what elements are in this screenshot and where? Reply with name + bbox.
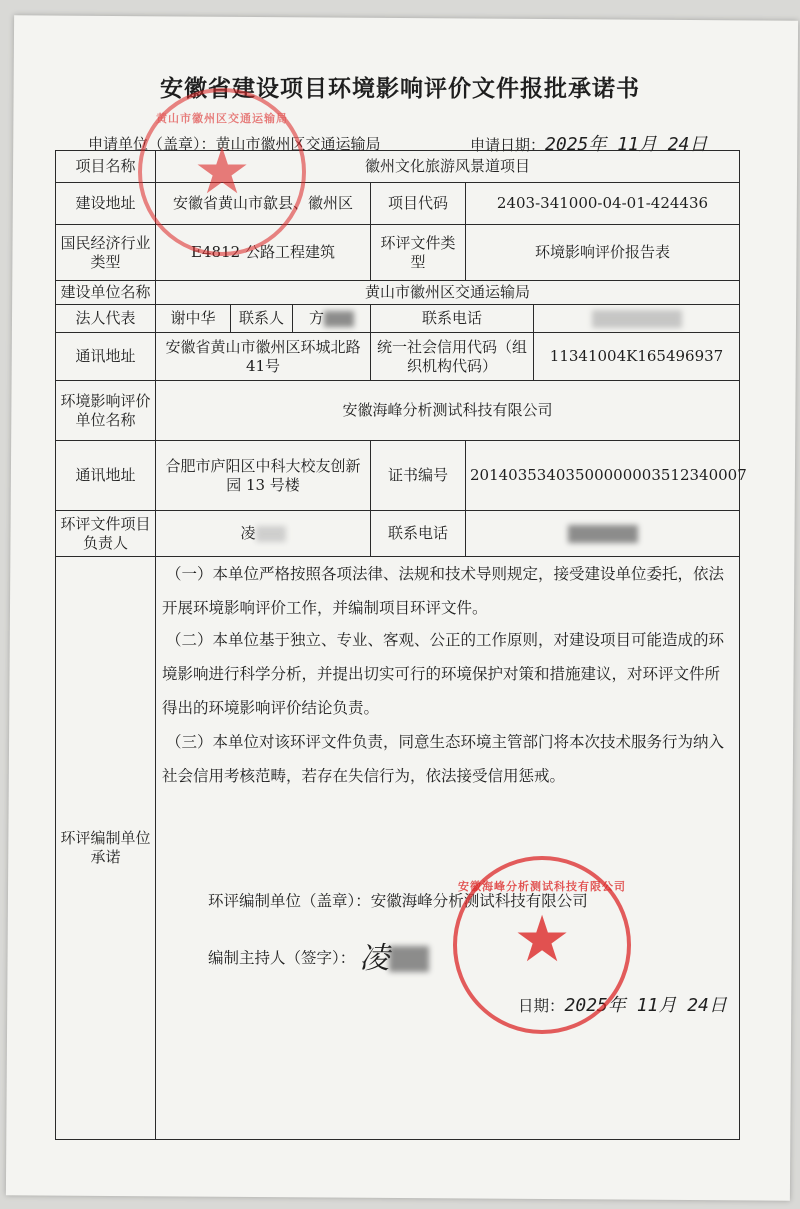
project-name-label: 项目名称: [56, 151, 156, 183]
sign-unit-label: 环评编制单位（盖章）：: [208, 892, 371, 910]
table-row: [56, 281, 740, 305]
address-label: 建设地址: [56, 183, 156, 225]
project-name-value: 徽州文化旅游风景道项目: [156, 151, 740, 183]
leader-phone-label: 联系电话: [371, 511, 466, 557]
credit-code-value: 11341004K165496937: [534, 333, 740, 381]
redaction-mark: [568, 525, 638, 543]
mail-address-value: 安徽省黄山市徽州区环城北路41号: [156, 333, 371, 381]
commit-date-value: 2025年 11月 24日: [564, 995, 727, 1016]
eia-unit-seal: [453, 856, 631, 1034]
leader-phone-cell: [466, 511, 740, 557]
eia-mail-value: 合肥市庐阳区中科大校友创新园 13 号楼: [156, 441, 371, 511]
application-date-label: 申请日期：: [470, 136, 546, 154]
applicant-seal: [138, 88, 306, 256]
seal-star-icon: ★: [193, 135, 251, 209]
commitment-paragraph-3: （三）本单位对该环评文件负责，同意生态环境主管部门将本次技术服务行为纳入社会信用考核范畴，若存在失信行为，依法接受信用惩戒。: [162, 733, 725, 785]
eia-unit-label: 环境影响评价单位名称: [56, 381, 156, 441]
project-code-value: 2403-341000-04-01-424436: [466, 183, 740, 225]
project-code-label: 项目代码: [371, 183, 466, 225]
eia-mail-label: 通讯地址: [56, 441, 156, 511]
eia-unit-value: 安徽海峰分析测试科技有限公司: [156, 381, 740, 441]
table-row: [56, 225, 740, 281]
commitment-body: [156, 557, 740, 1140]
table-row: [56, 381, 740, 441]
handwritten-signature: 凌: [359, 941, 390, 976]
commit-date-label: 日期：: [518, 997, 565, 1015]
cert-label: 证书编号: [371, 441, 466, 511]
doc-type-label: 环评文件类型: [371, 225, 466, 281]
commitment-form-table: [55, 150, 747, 1140]
doc-type-value: 环境影响评价报告表: [466, 225, 740, 281]
industry-label: 国民经济行业类型: [56, 225, 156, 281]
table-row: [56, 511, 740, 557]
document-title: 安徽省建设项目环境影响评价文件报批承诺书: [160, 76, 640, 102]
table-row: [56, 441, 740, 511]
phone-label: 联系电话: [371, 305, 534, 333]
seal-star-icon: ★: [513, 903, 571, 977]
host-line: [208, 940, 429, 978]
applicant-value: 黄山市徽州区交通运输局: [215, 135, 381, 153]
redaction-mark: [592, 310, 682, 328]
commitment-paragraph-1: （一）本单位严格按照各项法律、法规和技术导则规定，接受建设单位委托，依法开展环境影响评价工作，并编制项目环评文件。: [162, 565, 725, 617]
address-value: 安徽省黄山市歙县、徽州区: [156, 183, 371, 225]
credit-code-label: 统一社会信用代码（组织机构代码）: [371, 333, 534, 381]
applicant-label: 申请单位（盖章）：: [88, 135, 216, 153]
redaction-mark: [256, 526, 286, 542]
builder-value: 黄山市徽州区交通运输局: [156, 281, 740, 305]
legal-rep-value: 谢中华: [156, 305, 231, 333]
industry-value: E4812 公路工程建筑: [156, 225, 371, 281]
builder-label: 建设单位名称: [56, 281, 156, 305]
project-leader-value: 凌: [240, 524, 256, 543]
phone-cell: [534, 305, 740, 333]
sign-unit-value: 安徽海峰分析测试科技有限公司: [370, 892, 588, 910]
redaction-mark: [389, 946, 429, 972]
cert-value: 20140353403500000003512340007: [466, 441, 740, 511]
eia-seal-text: 安徽海峰分析测试科技有限公司: [458, 880, 626, 893]
table-row: [56, 305, 740, 333]
applicant-seal-text: 黄山市徽州区交通运输局: [156, 112, 288, 125]
application-date-value: 2025年 11月 24日: [545, 134, 708, 155]
commitment-label: 环评编制单位承诺: [56, 557, 156, 1140]
project-leader-cell: [156, 511, 371, 557]
contact-cell: [293, 305, 371, 333]
redaction-mark: [324, 311, 354, 327]
host-label: 编制主持人（签字）：: [208, 948, 356, 967]
project-leader-label: 环评文件项目负责人: [56, 511, 156, 557]
contact-label: 联系人: [231, 305, 293, 333]
contact-value: 方: [308, 309, 324, 328]
table-row: [56, 333, 740, 381]
table-row: [56, 557, 740, 1140]
mail-address-label: 通讯地址: [56, 333, 156, 381]
commitment-paragraph-2: （二）本单位基于独立、专业、客观、公正的工作原则，对建设项目可能造成的环境影响进行科学分析，并提出切实可行的环境保护对策和措施建议，对环评文件所得出的环境影响评价结论负责。: [162, 631, 725, 717]
legal-rep-label: 法人代表: [56, 305, 156, 333]
